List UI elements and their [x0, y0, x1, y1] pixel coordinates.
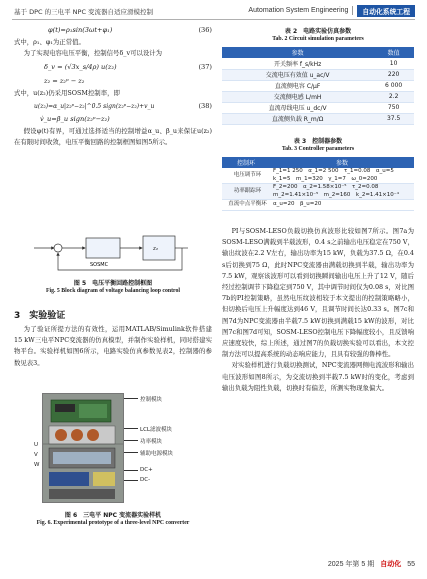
table-cell: 750 [373, 102, 414, 113]
table-header: 参数 [270, 157, 414, 168]
callout-dc-plus: DC+ [140, 467, 153, 473]
table-row [222, 102, 414, 113]
table-row [222, 80, 414, 91]
summing-junction [54, 244, 62, 252]
table-cell: 交流侧电感 L/mH [222, 91, 373, 102]
table-header: 控制环 [222, 157, 270, 168]
paragraph: 对实验样机进行负载切换测试，NPC变流器网侧电流波形和输出电压波形如图8所示，为交流切换到半载7.5 kW时的变化，考虑到输出负载为阻性负载，切换时有偏差，所测实物现象偏大。 [222, 361, 414, 392]
phase-label-u: U [34, 442, 39, 448]
table-row [222, 69, 414, 80]
page-number: 55 [407, 560, 415, 568]
table-2 [222, 47, 414, 125]
table-row [222, 58, 414, 69]
table-row [222, 184, 414, 200]
table-cell: 37.5 [373, 113, 414, 124]
sosmc-block [86, 238, 120, 258]
circuit-params-table [222, 47, 414, 125]
table-cell: α_u=20 β_u=20 [270, 200, 414, 211]
paragraph: PI与SOSM-LESO负载切换仿真波形比较如图7所示。图7a为SOSM-LESO满载到半载波形，0.4 s之前输出电压稳定在750 V，输出纹波在2.2 V左右，输出功率为15 kW，负载为37.5 Ω，在0.4 s后切换到75 Ω，此时NPC变流器由满载切换到半载，输出功率为7.5 kW，观察该波形可以看到切换瞬间输出电压上升了12 V，随后经过控制调节下降稳定到750 V，其中调节时间仅为0.08 s，对比图7b的PI控制策略，虽然电压纹波相较于本文提出的控制策略略小，但切换后电压上升幅度达到46 V，且调节时间长达0.33 s。图7c和图7d为NPC变流器由半载7.5 kW切换到满载15 kW的波形，对比图7c和图7d可知，SOSM-LESO控制电压下降幅度较小，且反馈响应速度较快，综上所述，通过图7的负载切换实验可以看出，本文控制方法可以提高系统的动态响应能力，且具有较强的鲁棒性。 [222, 227, 414, 359]
phase-label-w: W [34, 462, 40, 468]
sosmc-label: SOSMC [90, 262, 109, 268]
journal-logo: 自动化 [380, 561, 402, 568]
figure-5-diagram [30, 230, 190, 276]
table-cell: 直流母线电压 u_dc/V [222, 102, 373, 113]
equation-38: u(z₂)=α_u|z₂ᵖ−z₂|^0.5 sign(z₂ᵖ−z₂)+v_u (38) [34, 101, 212, 110]
header-rule [12, 19, 415, 20]
controller-params-table [222, 157, 414, 211]
table-3-caption-zh: 表 3 控制器参数 [293, 138, 343, 145]
table-cell: 2.2 [373, 91, 414, 102]
plant-label: z₂ [153, 246, 159, 252]
callout-lcl-filter: LCL滤波模块 [140, 427, 172, 433]
paragraph: 为了实现电容电压平衡，控制信号δ_v可以设计为 [23, 49, 163, 58]
table-cell: 10 [373, 58, 414, 69]
right-column-body [222, 226, 414, 394]
callout-line [124, 480, 138, 481]
table-cell: 直流侧电容 C/μF [222, 80, 373, 91]
paragraph: 假设φ(t)有界，可通过选择适当的控制增益α_u、β_u来保证u(z₂)在有限时间收敛，电压平衡回路的控制框图如图5所示。 [14, 126, 212, 146]
callout-line [124, 398, 138, 399]
table-row [222, 200, 414, 211]
table-cell: 6 000 [373, 80, 414, 91]
figure-6-caption-zh: 图 6 三电平 NPC 变流器实验样机 [64, 512, 162, 519]
plant-block [143, 236, 175, 260]
callout-line [124, 452, 138, 453]
callout-line [124, 440, 138, 441]
equation-38b: v̇_u=β_u sign(z₂ᵖ−z₂) [40, 114, 110, 123]
table-cell: 开关频率 f_s/kHz [222, 58, 373, 69]
paragraph: 为了验证所提方法的有效性，运用MATLAB/Simulink软件搭建15 kW三电平NPC变流器的仿真模型，并制作实验样机，同时搭建实物平台。实验样机如图6所示，电路实验仿真参数见表2，控制器的参数见表3。 [14, 325, 212, 367]
table-3 [222, 157, 414, 211]
table-2-caption-zh: 表 2 电路实验仿真参数 [284, 28, 352, 35]
callout-line [124, 470, 138, 471]
phase-label-v: V [34, 452, 38, 458]
table-header: 数值 [373, 47, 414, 58]
table-2-caption-en: Tab. 2 Circuit simulation parameters [272, 36, 364, 42]
callout-line [124, 428, 138, 429]
callout-control-module: 控制模块 [140, 397, 163, 403]
paragraph: 式中，ρ₁、φ₁为正常值。 [14, 38, 85, 46]
page-footer [328, 559, 415, 569]
left-column-body [14, 324, 212, 369]
figure-5-caption-en: Fig. 5 Block diagram of voltage balancing loop control [45, 288, 181, 294]
callout-power-module: 功率模块 [140, 439, 163, 445]
issue-label: 2025 年第 5 期 [327, 561, 375, 568]
table-header: 参数 [222, 47, 373, 58]
prototype-photo [42, 393, 124, 503]
table-row [222, 168, 414, 184]
table-cell: 电压调节环 [222, 168, 270, 184]
figure-6-caption-en: Fig. 6. Experimental prototype of a three-level NPC converter [36, 520, 190, 526]
table-cell: 220 [373, 69, 414, 80]
table-3-caption-en: Tab. 3 Controller parameters [281, 146, 355, 152]
table-cell: 功率跟踪环 [222, 184, 270, 200]
table-cell: F_2=200 α_2=1.58×10⁻⁵ τ_2=0.08 m_2=1.41×10⁻⁵ m_2=160 k_2=1.41×10⁻⁴ [270, 184, 414, 200]
section-heading: 3 实验验证 [14, 311, 66, 321]
left-column [14, 24, 212, 148]
equation-36: φ(t)=ρ₁sin(3ωt+φ₁) (36) [48, 25, 212, 34]
equation-37: δ_v = (√3x_s/4ρ) u(z₂) (37) [44, 62, 212, 71]
journal-badge: 自动化系统工程 [357, 5, 415, 17]
header-divider [352, 6, 353, 15]
table-cell: 交流电压有效值 u_ac/V [222, 69, 373, 80]
callout-aux-power: 辅助电源模块 [140, 451, 174, 457]
table-cell: F_1=1 250 α_1=2 500 τ_1=0.08 α_u=5 k_1=5 m_1=320 γ_1=7 ω_0=200 [270, 168, 414, 184]
equation-37b: z₂ = z₂ᵖ − z₂ [44, 77, 85, 86]
table-row [222, 113, 414, 124]
table-cell: 直流中点平衡环 [222, 200, 270, 211]
running-header-title: 基于 DPC 的三电平 NPC 变流器自适应滑模控制 [14, 8, 154, 16]
block-diagram [30, 230, 190, 276]
callout-dc-minus: DC- [140, 477, 151, 483]
figure-5-caption-zh: 图 5 电压平衡回路控制框图 [73, 280, 153, 287]
paragraph: 式中，u(z₂)仍采用SOSM控制率，即 [14, 89, 120, 98]
prototype-image [43, 394, 124, 503]
journal-header [248, 4, 415, 17]
table-cell: 直流侧负载 R_m/Ω [222, 113, 373, 124]
journal-name: Automation System Engineering [248, 7, 349, 14]
table-row [222, 91, 414, 102]
